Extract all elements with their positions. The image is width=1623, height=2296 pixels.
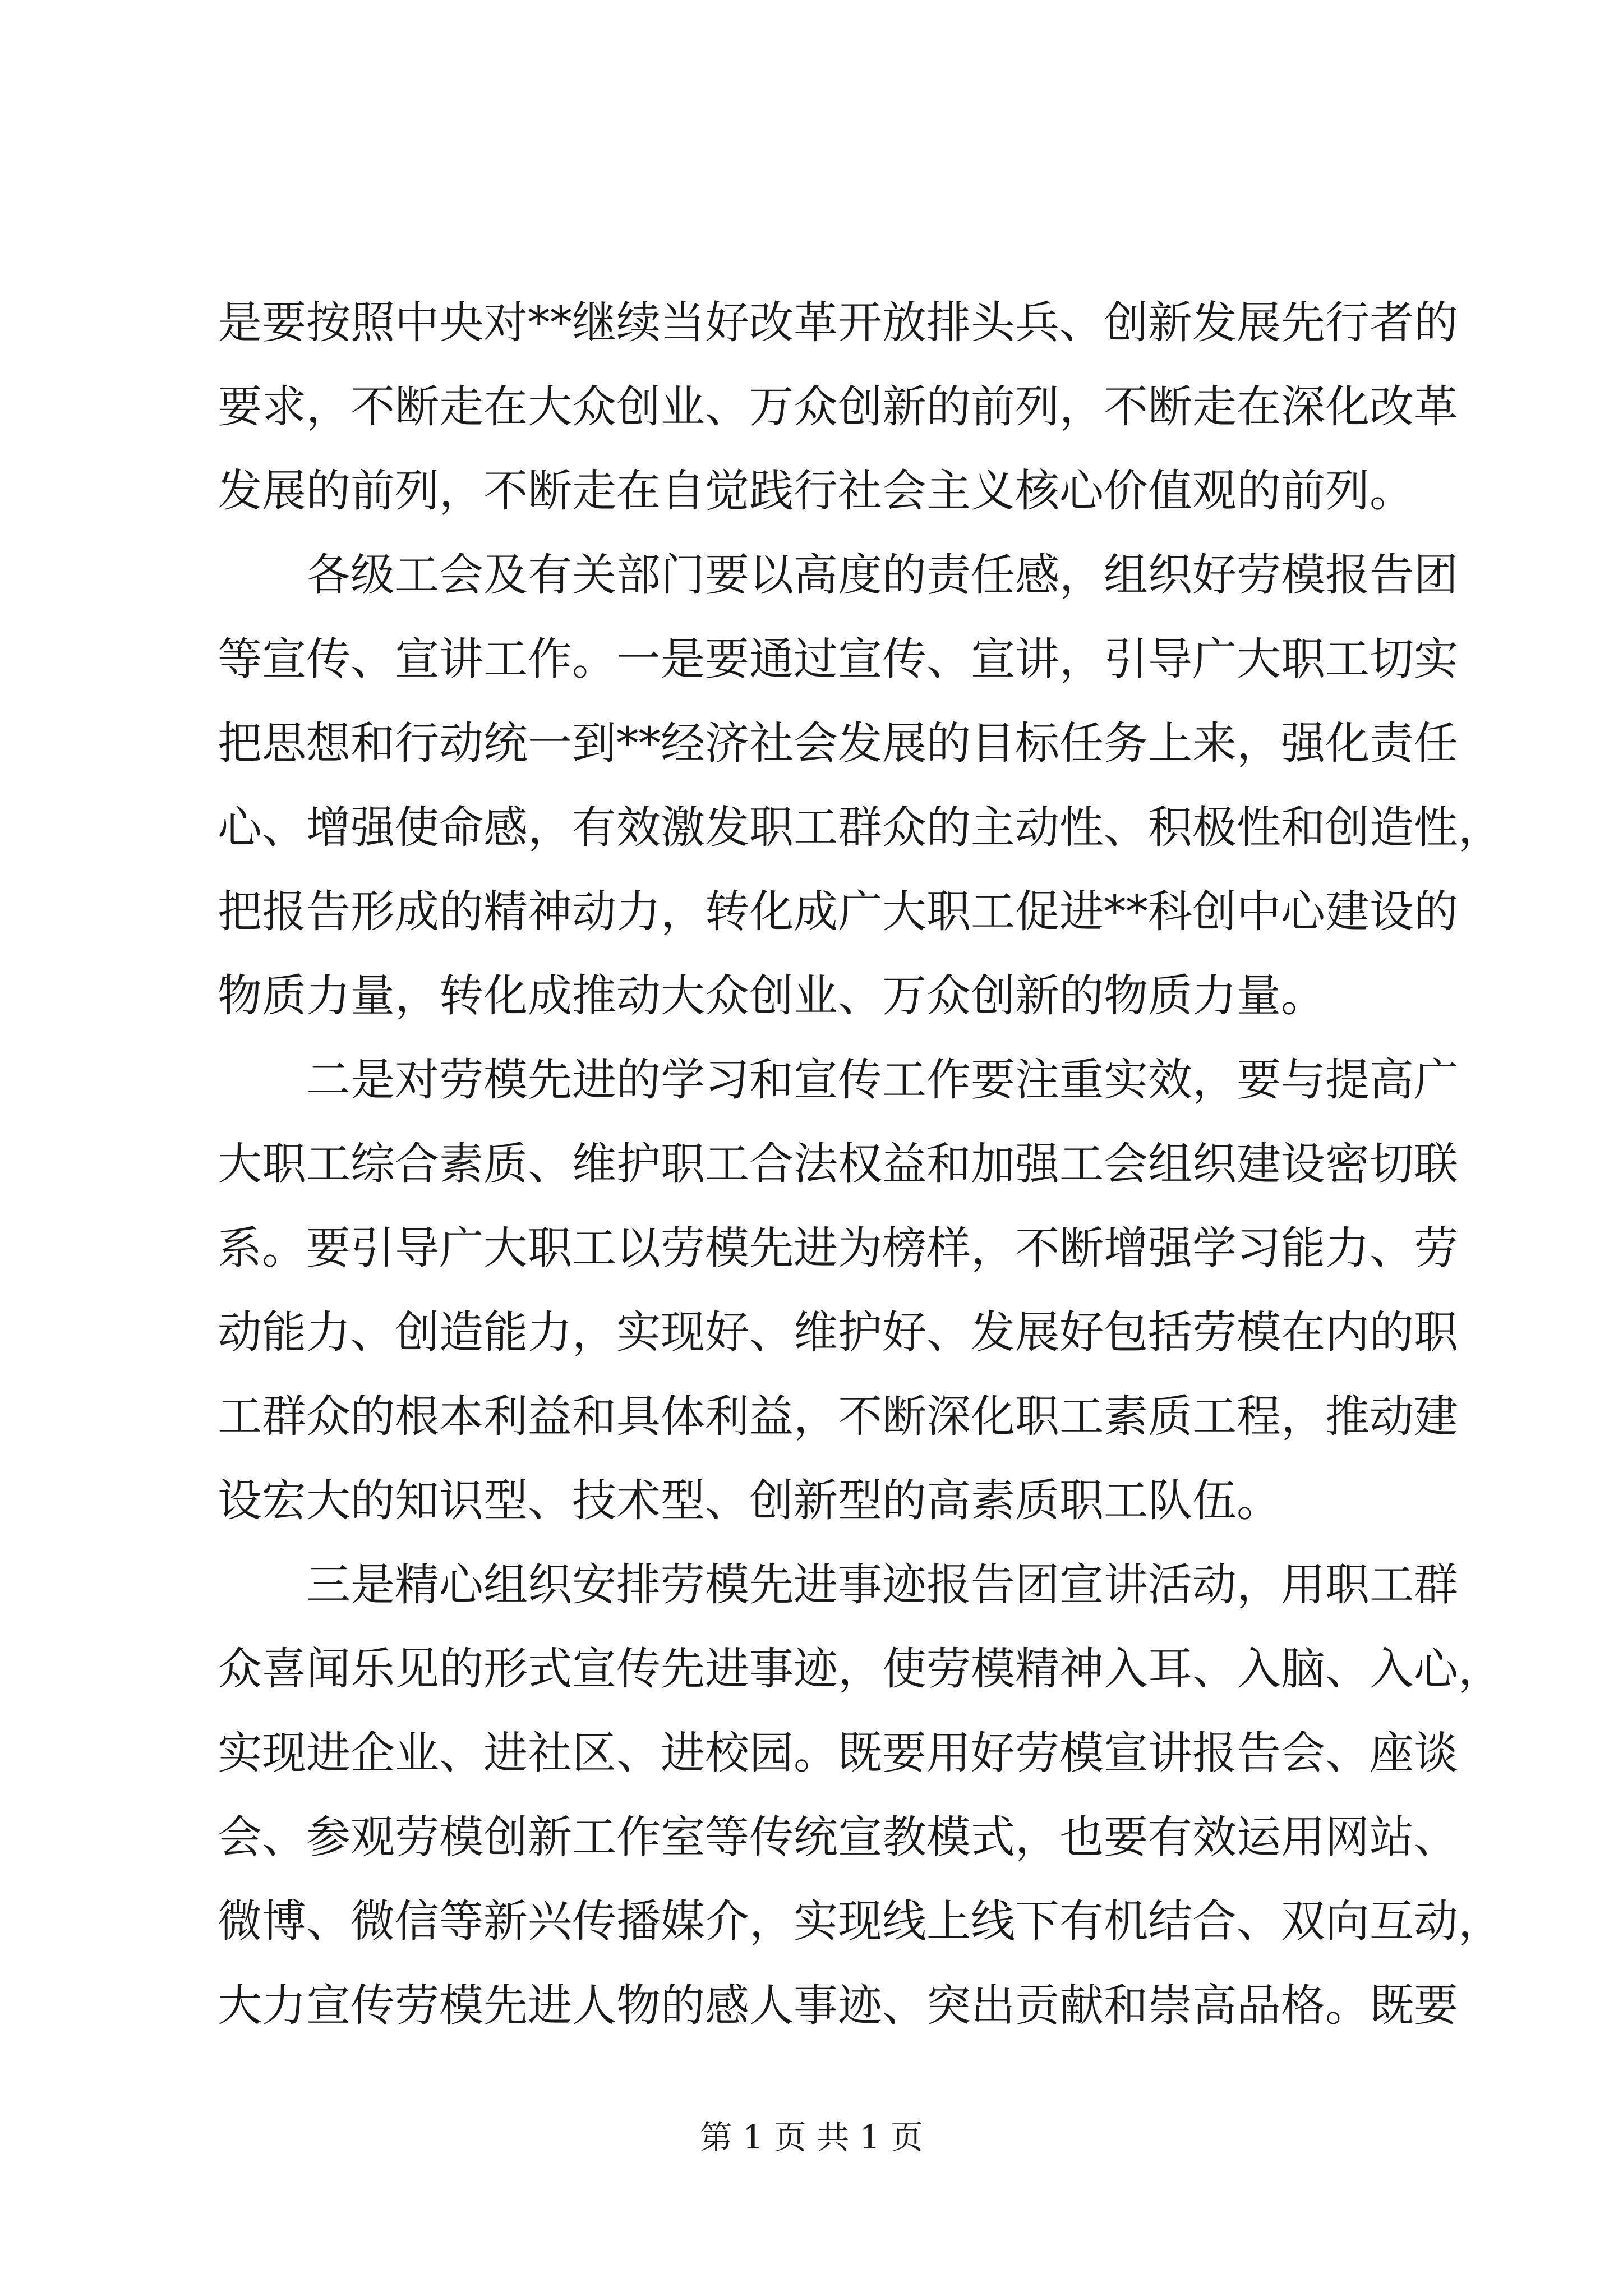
text-line: 二是对劳模先进的学习和宣传工作要注重实效，要与提高广: [306, 1054, 1458, 1106]
text-line: 三是精心组织安排劳模先进事迹报告团宣讲活动，用职工群: [306, 1559, 1458, 1611]
text-line: 大力宣传劳模先进人物的感人事迹、突出贡献和崇高品格。既要: [218, 1980, 1458, 2031]
text-line: 工群众的根本利益和具体利益，不断深化职工素质工程，推动建: [218, 1391, 1458, 1442]
text-line: 微博、微信等新兴传播媒介，实现线上线下有机结合、双向互动，: [218, 1895, 1502, 1947]
text-line: 众喜闻乐见的形式宣传先进事迹，使劳模精神入耳、入脑、入心，: [218, 1643, 1502, 1695]
text-line: 动能力、创造能力，实现好、维护好、发展好包括劳模在内的职: [218, 1306, 1458, 1358]
text-line: 发展的前列，不断走在自觉践行社会主义核心价值观的前列。: [218, 465, 1414, 517]
text-line: 等宣传、宣讲工作。一是要通过宣传、宣讲，引导广大职工切实: [218, 633, 1458, 685]
text-line: 大职工综合素质、维护职工合法权益和加强工会组织建设密切联: [218, 1138, 1458, 1190]
text-line: 会、参观劳模创新工作室等传统宣教模式，也要有效运用网站、: [218, 1811, 1458, 1863]
text-line: 各级工会及有关部门要以高度的责任感，组织好劳模报告团: [306, 549, 1458, 601]
text-line: 把报告形成的精神动力，转化成广大职工促进**科创中心建设的: [218, 886, 1458, 937]
text-line: 实现进企业、进社区、进校园。既要用好劳模宣讲报告会、座谈: [218, 1727, 1458, 1779]
text-line: 是要按照中央对**继续当好改革开放排头兵、创新发展先行者的: [218, 297, 1458, 348]
document-body: [218, 280, 1502, 2047]
text-line: 物质力量，转化成推动大众创业、万众创新的物质力量。: [218, 970, 1325, 1022]
text-line: 心、增强使命感，有效激发职工群众的主动性、积极性和创造性，: [218, 802, 1502, 853]
text-line: 要求，不断走在大众创业、万众创新的前列，不断走在深化改革: [218, 381, 1458, 432]
text-line: 把思想和行动统一到**经济社会发展的目标任务上来，强化责任: [218, 717, 1458, 769]
page-footer: 第 1 页 共 1 页: [700, 2118, 923, 2156]
text-line: 设宏大的知识型、技术型、创新型的高素质职工队伍。: [218, 1475, 1281, 1526]
text-line: 系。要引导广大职工以劳模先进为榜样，不断增强学习能力、劳: [218, 1222, 1458, 1274]
